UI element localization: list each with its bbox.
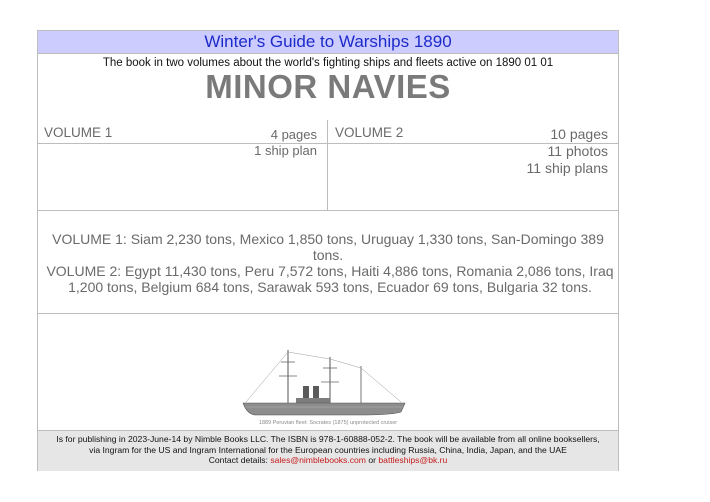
book-subtitle: The book in two volumes about the world's fighting ships and fleets active on 1890 01 01 — [102, 57, 554, 69]
book-title: MINOR NAVIES — [205, 68, 451, 105]
title-bar — [38, 31, 618, 54]
image-caption: 1889 Peruvian fleet: Socrates (1875) unprotected cruiser — [258, 420, 398, 426]
footer — [38, 430, 618, 471]
footer-line-2: via Ingram for the US and Ingram International for the European countries including Russia, China, India, Japan, and the UAE — [89, 444, 567, 455]
sales-email-link[interactable]: sales@nimblebooks.com — [270, 455, 366, 465]
volume-2-photos: 11 photos — [547, 143, 608, 159]
volume-2-stats — [527, 126, 608, 177]
ship-image-area — [38, 314, 618, 429]
ship-illustration — [241, 348, 407, 418]
contents-section — [38, 208, 618, 314]
volume-1-stats — [254, 127, 317, 159]
volume-1-contents: VOLUME 1: Siam 2,230 tons, Mexico 1,850 tons, Uruguay 1,330 tons, San-Domingo 389 tons. — [52, 231, 604, 263]
volume-1-label: VOLUME 1 — [44, 125, 113, 140]
battleships-email-link[interactable]: battleships@bk.ru — [378, 455, 448, 465]
volume-2-cell — [328, 120, 618, 210]
volumes-row — [38, 120, 618, 211]
volume-1-plans: 1 ship plan — [254, 143, 317, 158]
series-title: Winter's Guide to Warships 1890 — [204, 32, 452, 51]
volume-2-plans: 11 ship plans — [526, 160, 608, 176]
footer-line-1: Is for publishing in 2023-June-14 by Nimble Books LLC. The ISBN is 978-1-60888-052-2. The book will be available from all online booksellers, — [56, 434, 600, 444]
volume-2-label: VOLUME 2 — [335, 125, 404, 140]
contact-line — [38, 455, 618, 466]
volume-2-pages: 10 pages — [550, 126, 608, 142]
contact-or: or — [365, 455, 379, 465]
contact-label: Contact details: — [208, 455, 271, 465]
volume-2-contents: VOLUME 2: Egypt 11,430 tons, Peru 7,572 tons, Haiti 4,886 tons, Romania 2,086 tons, Iraq 1,200 tons, Belgium 684 tons, Sarawak 593 tons, Ecuador 69 tons, Bulgaria 32 tons. — [46, 263, 614, 295]
page-frame — [37, 30, 619, 471]
volume-1-pages: 4 pages — [270, 127, 317, 142]
volume-1-cell — [38, 120, 328, 210]
